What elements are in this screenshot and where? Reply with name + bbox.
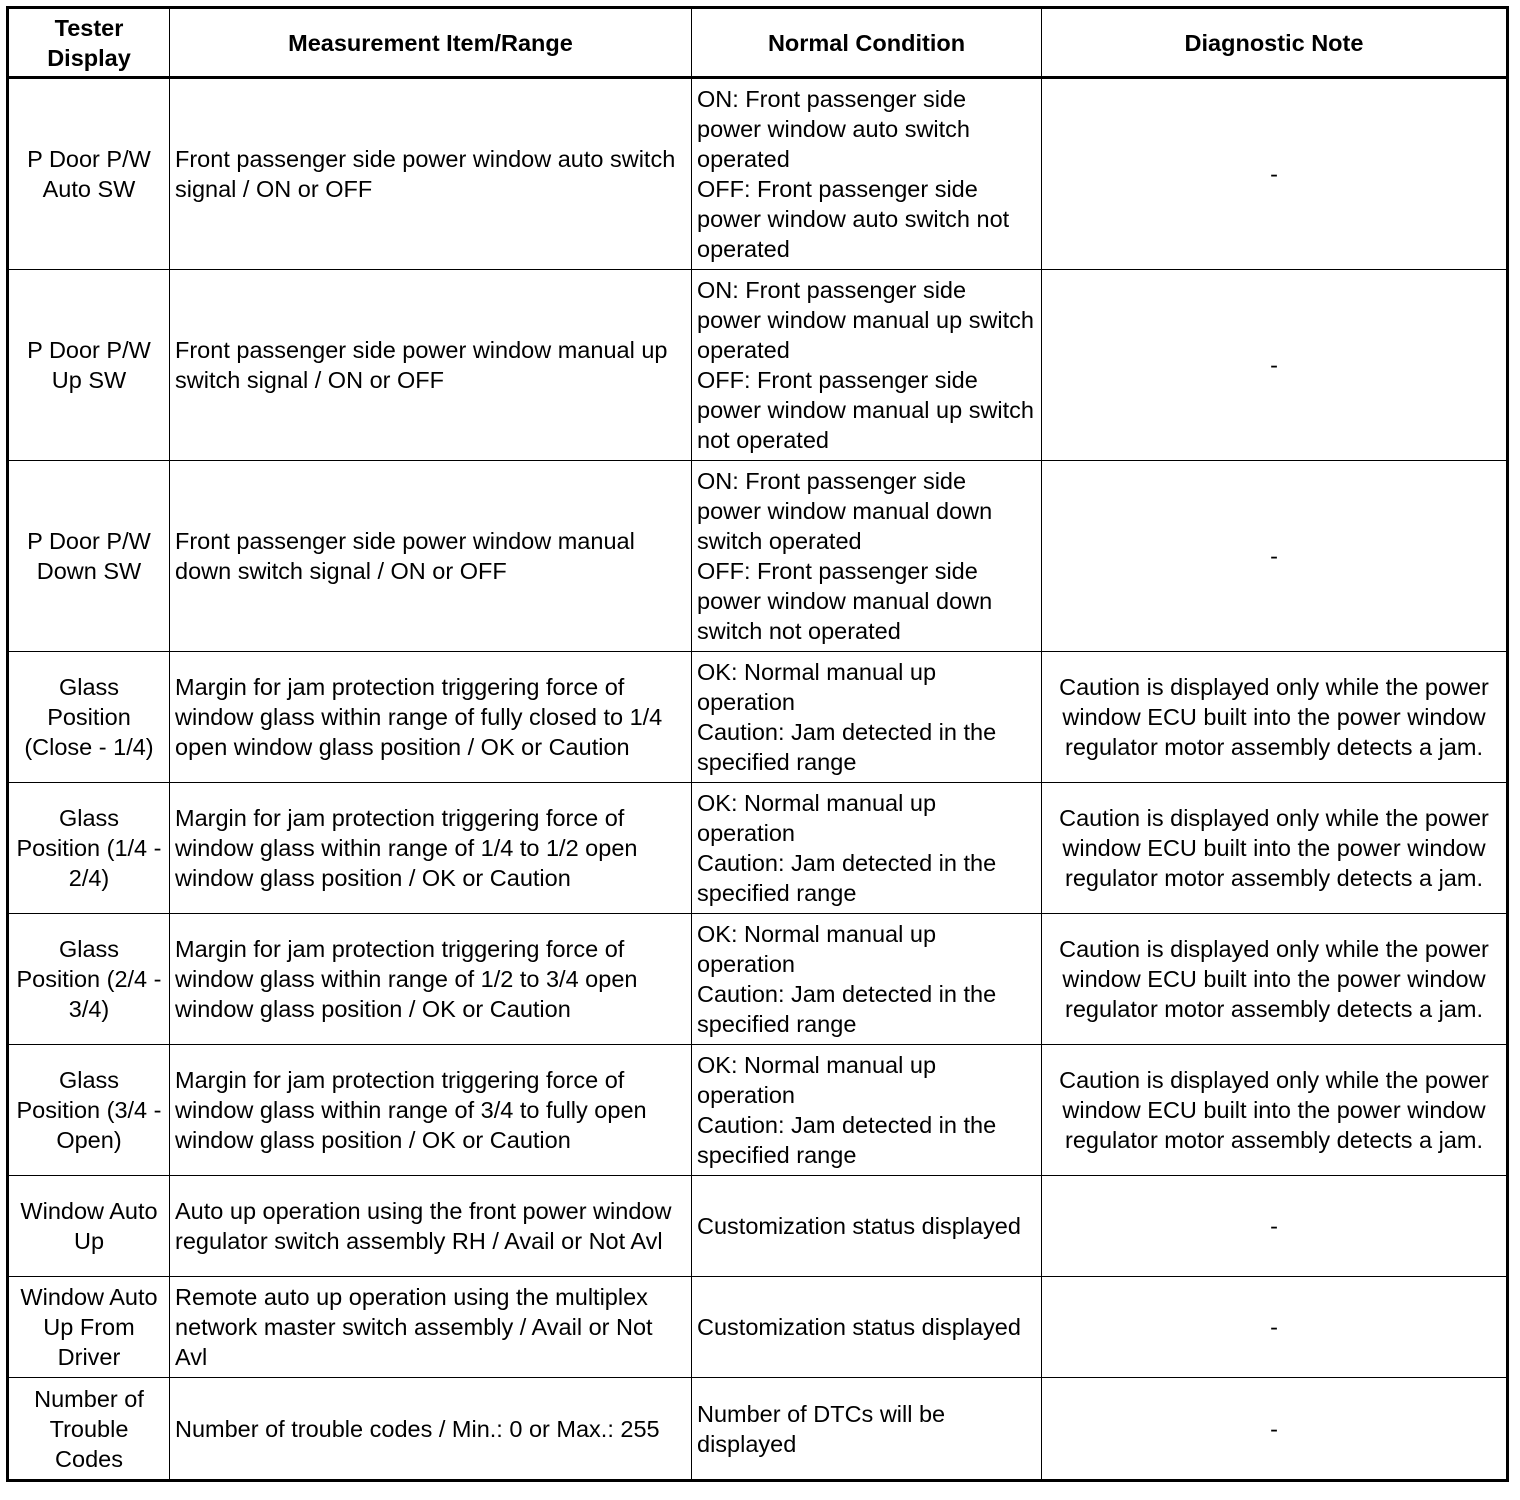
diagnostic-note-text: - xyxy=(1270,161,1278,187)
table-row xyxy=(8,1277,1508,1378)
diagnostic-note-cell xyxy=(1042,1045,1508,1176)
tester-display-text: P Door P/W Up SW xyxy=(27,337,151,393)
diagnostic-note-cell xyxy=(1042,461,1508,652)
tester-display-cell xyxy=(8,461,170,652)
normal-condition-text: OK: Normal manual up operation Caution: Jam detected in the specified range xyxy=(697,921,997,1037)
tester-display-text: Glass Position (Close - 1/4) xyxy=(24,674,154,760)
tester-display-cell xyxy=(8,1378,170,1481)
measurement-item-text: Margin for jam protection triggering force of window glass within range of fully closed to 1/4 open window glass position / OK or Caution xyxy=(175,674,663,760)
tester-display-text: Window Auto Up From Driver xyxy=(20,1284,158,1370)
tester-display-text: P Door P/W Down SW xyxy=(27,528,151,584)
normal-condition-cell xyxy=(692,1378,1042,1481)
measurement-item-cell xyxy=(170,652,692,783)
tester-display-cell xyxy=(8,914,170,1045)
measurement-item-cell xyxy=(170,78,692,270)
tester-display-cell xyxy=(8,1176,170,1277)
tester-display-cell xyxy=(8,652,170,783)
normal-condition-cell xyxy=(692,652,1042,783)
normal-condition-cell xyxy=(692,461,1042,652)
diagnostic-note-cell xyxy=(1042,783,1508,914)
header-normal-condition: Normal Condition xyxy=(692,8,1042,78)
normal-condition-text: OK: Normal manual up operation Caution: Jam detected in the specified range xyxy=(697,790,997,906)
normal-condition-text: Customization status displayed xyxy=(697,1213,1021,1239)
measurement-item-text: Margin for jam protection triggering force of window glass within range of 3/4 to fully open window glass position / OK or Caution xyxy=(175,1067,647,1153)
tester-display-text: Glass Position (3/4 - Open) xyxy=(16,1067,162,1153)
measurement-item-cell xyxy=(170,270,692,461)
table-row xyxy=(8,270,1508,461)
tester-display-cell xyxy=(8,1045,170,1176)
header-diagnostic-note: Diagnostic Note xyxy=(1042,8,1508,78)
normal-condition-text: Number of DTCs will be displayed xyxy=(697,1400,946,1457)
diagnostic-note-cell xyxy=(1042,1277,1508,1378)
table-row xyxy=(8,78,1508,270)
normal-condition-text: OK: Normal manual up operation Caution: Jam detected in the specified range xyxy=(697,1052,997,1168)
measurement-item-cell xyxy=(170,1277,692,1378)
table-row xyxy=(8,1378,1508,1481)
normal-condition-text: ON: Front passenger side power window auto switch operated OFF: Front passenger side power window auto switch not operated xyxy=(697,86,1010,262)
tester-display-text: Window Auto Up xyxy=(20,1198,158,1254)
normal-condition-text: Customization status displayed xyxy=(697,1314,1021,1340)
measurement-item-text: Margin for jam protection triggering force of window glass within range of 1/2 to 3/4 open window glass position / OK or Caution xyxy=(175,936,638,1022)
measurement-item-text: Front passenger side power window auto switch signal / ON or OFF xyxy=(175,146,676,202)
table-row xyxy=(8,1176,1508,1277)
measurement-item-text: Auto up operation using the front power window regulator switch assembly RH / Avail or Not Avl xyxy=(175,1198,672,1254)
measurement-item-text: Number of trouble codes / Min.: 0 or Max.: 255 xyxy=(175,1415,660,1442)
measurement-item-text: Margin for jam protection triggering force of window glass within range of 1/4 to 1/2 open window glass position / OK or Caution xyxy=(175,805,638,891)
tester-display-text: Glass Position (2/4 - 3/4) xyxy=(16,936,162,1022)
tester-display-cell xyxy=(8,270,170,461)
measurement-item-text: Front passenger side power window manual up switch signal / ON or OFF xyxy=(175,337,668,393)
normal-condition-text: OK: Normal manual up operation Caution: Jam detected in the specified range xyxy=(697,659,997,775)
measurement-item-cell xyxy=(170,461,692,652)
data-list-table xyxy=(6,6,1509,1482)
table-row xyxy=(8,1045,1508,1176)
table-header-row xyxy=(8,8,1508,78)
header-tester-display: Tester Display xyxy=(8,8,170,78)
tester-display-text: Glass Position (1/4 - 2/4) xyxy=(16,805,162,891)
measurement-item-text: Front passenger side power window manual down switch signal / ON or OFF xyxy=(175,528,635,584)
diagnostic-note-text: - xyxy=(1270,352,1278,378)
diagnostic-note-text: - xyxy=(1270,1213,1278,1239)
tester-display-cell xyxy=(8,78,170,270)
table-row xyxy=(8,783,1508,914)
measurement-item-cell xyxy=(170,914,692,1045)
measurement-item-text: Remote auto up operation using the multiplex network master switch assembly / Avail or Not Avl xyxy=(175,1284,653,1370)
measurement-item-cell xyxy=(170,1378,692,1481)
normal-condition-cell xyxy=(692,1045,1042,1176)
diagnostic-note-cell xyxy=(1042,78,1508,270)
diagnostic-note-text: - xyxy=(1270,543,1278,569)
normal-condition-cell xyxy=(692,1176,1042,1277)
tester-display-cell xyxy=(8,783,170,914)
header-measurement-item: Measurement Item/Range xyxy=(170,8,692,78)
measurement-item-cell xyxy=(170,783,692,914)
measurement-item-cell xyxy=(170,1045,692,1176)
normal-condition-cell xyxy=(692,914,1042,1045)
diagnostic-note-cell xyxy=(1042,914,1508,1045)
normal-condition-cell xyxy=(692,78,1042,270)
table-row xyxy=(8,461,1508,652)
tester-display-cell xyxy=(8,1277,170,1378)
diagnostic-note-text: Caution is displayed only while the power window ECU built into the power window regulator motor assembly detects a jam. xyxy=(1059,1067,1489,1153)
diagnostic-note-cell xyxy=(1042,1176,1508,1277)
normal-condition-cell xyxy=(692,783,1042,914)
measurement-item-cell xyxy=(170,1176,692,1277)
normal-condition-cell xyxy=(692,1277,1042,1378)
diagnostic-note-cell xyxy=(1042,652,1508,783)
diagnostic-note-cell xyxy=(1042,1378,1508,1481)
diagnostic-note-text: - xyxy=(1270,1415,1278,1442)
table-row xyxy=(8,914,1508,1045)
diagnostic-note-text: Caution is displayed only while the power window ECU built into the power window regulator motor assembly detects a jam. xyxy=(1059,674,1489,760)
tester-display-text: P Door P/W Auto SW xyxy=(27,146,151,202)
tester-display-text: Number of Trouble Codes xyxy=(34,1385,144,1472)
table-row xyxy=(8,652,1508,783)
normal-condition-cell xyxy=(692,270,1042,461)
diagnostic-note-text: Caution is displayed only while the power window ECU built into the power window regulator motor assembly detects a jam. xyxy=(1059,936,1489,1022)
normal-condition-text: ON: Front passenger side power window manual down switch operated OFF: Front passenger side power window manual down switch not operated xyxy=(697,468,993,644)
normal-condition-text: ON: Front passenger side power window manual up switch operated OFF: Front passenger side power window manual up switch not operated xyxy=(697,277,1034,453)
diagnostic-note-text: - xyxy=(1270,1314,1278,1340)
diagnostic-note-cell xyxy=(1042,270,1508,461)
diagnostic-note-text: Caution is displayed only while the power window ECU built into the power window regulator motor assembly detects a jam. xyxy=(1059,805,1489,891)
